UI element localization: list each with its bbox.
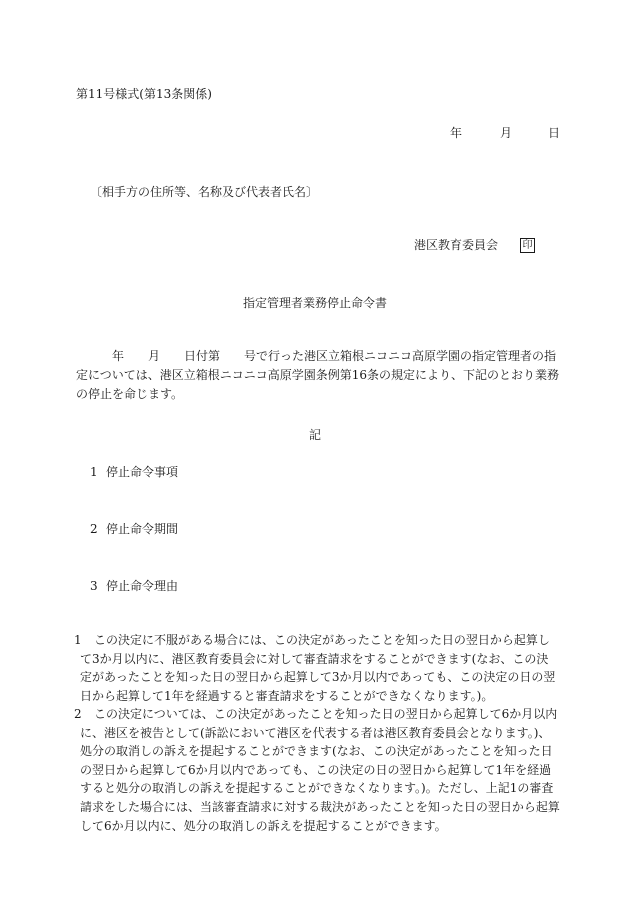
- item-label: 停止命令事項: [106, 465, 179, 479]
- note-number: 1: [74, 633, 82, 647]
- item-number: 3: [90, 579, 98, 593]
- date-day: 日: [548, 126, 561, 140]
- document-title: 指定管理者業務停止命令書: [242, 296, 387, 310]
- note-text: この決定に不服がある場合には、この決定があったことを知った日の翌日から起算して3か月以内に、港区教育委員会に対して審査請求をすることができます(なお、この決定があったことを知った日の翌日から起算して3か月以内であっても、この決定の日の翌日から起算して1年を経過すると審査請求をすることができなくなります。)。: [80, 633, 556, 703]
- item-label: 停止命令理由: [106, 579, 179, 593]
- seal-stamp: 印: [520, 238, 535, 253]
- note-number: 2: [74, 707, 82, 721]
- addressee: 〔相手方の住所等、名称及び代表者氏名〕: [90, 185, 319, 199]
- item-suspension-matter: [90, 463, 178, 480]
- date-year: 年: [450, 126, 463, 140]
- date-month: 月: [500, 126, 513, 140]
- item-suspension-reason: [90, 577, 178, 594]
- note-lawsuit: [74, 705, 560, 835]
- item-suspension-period: [90, 520, 178, 537]
- note-text: この決定については、この決定があったことを知った日の翌日から起算して6か月以内に、港区を被告として(訴訟において港区を代表する者は港区教育委員会となります。)、処分の取消しの訴えを提起することができます(なお、この決定があったことを知った日の翌日から起算して6か月以内であっても、この決定の日の翌日から起算して1年を経過すると処分の取消しの訴えを提起することができなくなります。)。ただし、上記1の審査請求をした場合には、当該審査請求に対する裁決があったことを知った日の翌日から起算して6か月以内に、処分の取消しの訴えを提起することができます。: [80, 707, 560, 833]
- item-number: 2: [90, 522, 98, 536]
- note-review-request: [74, 631, 560, 705]
- body-text: [76, 347, 560, 404]
- date-line: [450, 124, 560, 141]
- body-paragraph: 年 月 日付第 号で行った港区立箱根ニコニコ高原学園の指定管理者の指定については、港区立箱根ニコニコ高原学園条例第16条の規定により、下記のとおり業務の停止を命じます。: [76, 349, 560, 401]
- form-number: 第11号様式(第13条関係): [76, 87, 212, 101]
- ki-heading: 記: [308, 428, 321, 442]
- issuer-name: 港区教育委員会: [414, 238, 499, 252]
- issuer: [414, 236, 535, 253]
- item-label: 停止命令期間: [106, 522, 179, 536]
- item-number: 1: [90, 465, 98, 479]
